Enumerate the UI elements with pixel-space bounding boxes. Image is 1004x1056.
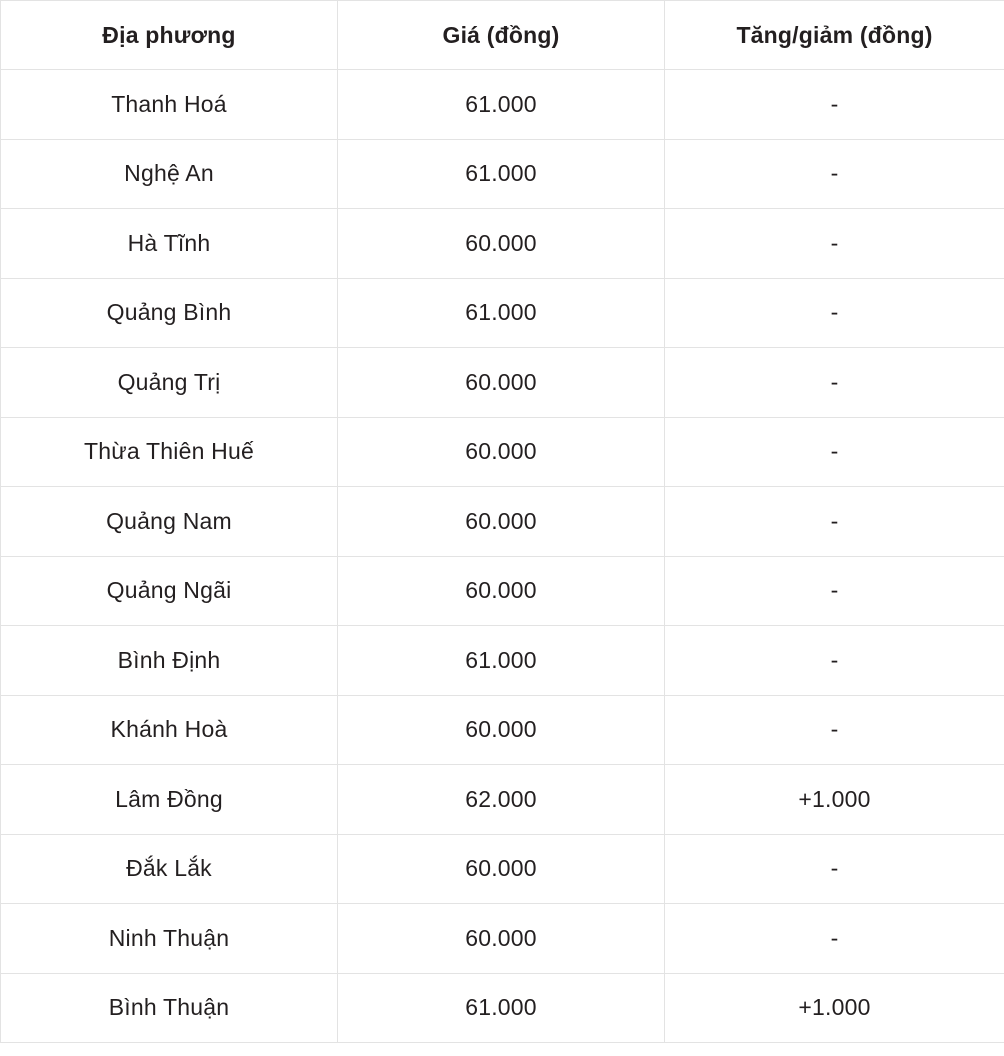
- cell-change: -: [665, 139, 1004, 209]
- cell-locality: Lâm Đồng: [1, 765, 338, 835]
- cell-change: -: [665, 556, 1004, 626]
- table-row: [1, 278, 1004, 348]
- cell-locality: Nghệ An: [1, 139, 338, 209]
- table-row: [1, 70, 1004, 140]
- cell-price: 60.000: [338, 834, 665, 904]
- table-row: [1, 417, 1004, 487]
- cell-change: -: [665, 209, 1004, 279]
- cell-price: 60.000: [338, 487, 665, 557]
- cell-price: 60.000: [338, 348, 665, 418]
- cell-locality: Ninh Thuận: [1, 904, 338, 974]
- cell-change: -: [665, 348, 1004, 418]
- cell-locality: Thanh Hoá: [1, 70, 338, 140]
- cell-change: +1.000: [665, 973, 1004, 1043]
- cell-price: 60.000: [338, 209, 665, 279]
- cell-locality: Khánh Hoà: [1, 695, 338, 765]
- table-row: [1, 139, 1004, 209]
- cell-change: -: [665, 487, 1004, 557]
- cell-locality: Bình Định: [1, 626, 338, 696]
- cell-price: 61.000: [338, 70, 665, 140]
- table-row: [1, 904, 1004, 974]
- cell-locality: Hà Tĩnh: [1, 209, 338, 279]
- cell-locality: Quảng Ngãi: [1, 556, 338, 626]
- column-header-price: Giá (đồng): [338, 1, 665, 70]
- table-row: [1, 487, 1004, 557]
- cell-locality: Đắk Lắk: [1, 834, 338, 904]
- cell-change: -: [665, 695, 1004, 765]
- cell-price: 61.000: [338, 973, 665, 1043]
- table-row: [1, 973, 1004, 1043]
- cell-change: -: [665, 417, 1004, 487]
- table-row: [1, 765, 1004, 835]
- table-row: [1, 626, 1004, 696]
- cell-change: -: [665, 278, 1004, 348]
- cell-change: -: [665, 904, 1004, 974]
- table-row: [1, 834, 1004, 904]
- cell-price: 62.000: [338, 765, 665, 835]
- column-header-locality: Địa phương: [1, 1, 338, 70]
- cell-price: 60.000: [338, 695, 665, 765]
- cell-locality: Quảng Trị: [1, 348, 338, 418]
- cell-price: 60.000: [338, 556, 665, 626]
- cell-change: +1.000: [665, 765, 1004, 835]
- cell-locality: Thừa Thiên Huế: [1, 417, 338, 487]
- table-header-row: [1, 1, 1004, 70]
- cell-change: -: [665, 70, 1004, 140]
- table-header: [1, 1, 1004, 70]
- cell-price: 60.000: [338, 417, 665, 487]
- cell-locality: Quảng Nam: [1, 487, 338, 557]
- cell-change: -: [665, 834, 1004, 904]
- table-row: [1, 556, 1004, 626]
- table-row: [1, 209, 1004, 279]
- cell-price: 60.000: [338, 904, 665, 974]
- table-body: [1, 70, 1004, 1043]
- cell-locality: Quảng Bình: [1, 278, 338, 348]
- cell-change: -: [665, 626, 1004, 696]
- table-row: [1, 695, 1004, 765]
- column-header-change: Tăng/giảm (đồng): [665, 1, 1004, 70]
- cell-price: 61.000: [338, 139, 665, 209]
- cell-price: 61.000: [338, 278, 665, 348]
- cell-price: 61.000: [338, 626, 665, 696]
- cell-locality: Bình Thuận: [1, 973, 338, 1043]
- table-row: [1, 348, 1004, 418]
